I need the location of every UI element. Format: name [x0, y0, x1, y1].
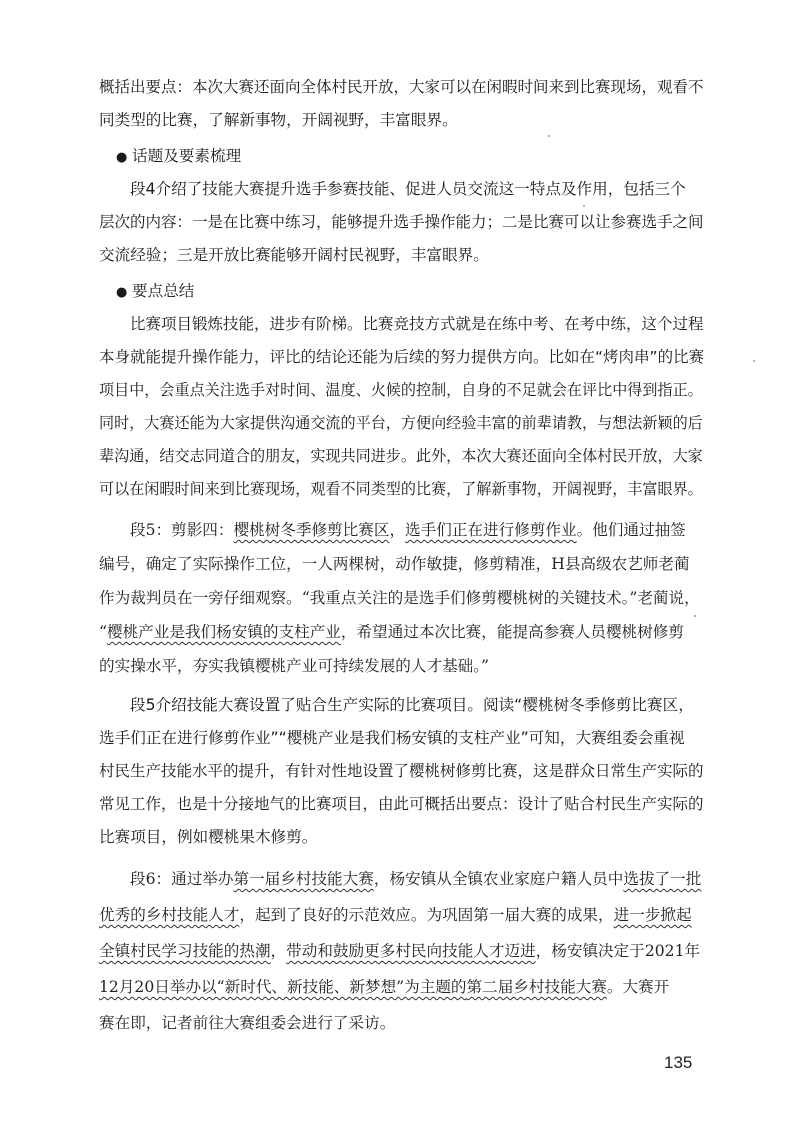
- heading-topics: [116, 145, 241, 169]
- para6-line-2-mid: ，起到了良好的示范效应。为巩固第一届大赛的成果，: [239, 906, 614, 924]
- para6-line-4-end: 。大赛开: [606, 978, 670, 996]
- para3-line-1: 比赛项目锻炼技能，进步有阶梯。比赛竞技方式就是在练中考、在考中练，这个过程: [130, 315, 704, 333]
- para4-line-2: 编号，确定了实际操作工位，一人两棵树，动作敏捷，修剪精准，H县高级农艺师老蔺: [99, 555, 690, 573]
- para4-line-1-start: 段5：剪影四：: [130, 521, 234, 539]
- para6-line-1-mid: ，杨安镇从全镇农业家庭户籍人员中: [373, 870, 624, 888]
- para4-underline-1: 樱桃树冬季修剪比赛区: [233, 521, 390, 539]
- para4-line-1: [130, 519, 686, 541]
- bullet-icon: ●: [116, 150, 128, 165]
- para6-line-2: [99, 904, 692, 926]
- para3-line-2: 本身就能提升操作能力，评比的结论还能为后续的努力提供方向。比如在“烤肉串”的比赛: [99, 348, 705, 366]
- para6-line-3-end: ，杨安镇决定于2021年: [535, 942, 701, 960]
- para2-line-3: 交流经验；三是开放比赛能够开阔村民视野，丰富眼界。: [99, 246, 489, 264]
- heading-summary: [116, 280, 194, 304]
- para4-line-3: 作为裁判员在一旁仔细观察。“我重点关注的是选手们修剪樱桃树的关键技术。”老蔺说，: [99, 589, 700, 607]
- para4-line-4-start: “: [99, 623, 107, 641]
- page-number: 135: [664, 1053, 693, 1072]
- para4-line-4: [99, 621, 684, 643]
- scan-speck: [753, 360, 755, 362]
- para5-line-3: 村民生产技能水平的提升，有针对性地设置了樱桃树修剪比赛，这是群众日常生产实际的: [99, 762, 704, 780]
- para6-underline-8: 第二届乡村技能大赛: [466, 978, 607, 996]
- para2-line-2: 层次的内容：一是在比赛中练习，能够提升选手操作能力；二是比赛可以让参赛选手之间: [99, 213, 704, 231]
- heading-summary-text: 要点总结: [132, 282, 195, 300]
- heading-topics-text: 话题及要素梳理: [132, 147, 242, 165]
- para6-underline-4: 进一步掀起: [613, 906, 692, 924]
- para4-line-1-mid: ，: [389, 521, 406, 539]
- para6-underline-2: 选拔了一批: [623, 870, 702, 888]
- para4-underline-2: 选手们正在进行修剪作业: [405, 521, 577, 539]
- scan-speck: [548, 135, 550, 137]
- para3-line-4: 同时，大赛还能为大家提供沟通交流的平台，方便向经验丰富的前辈请教，与想法新颖的后: [99, 414, 703, 432]
- para6-underline-5: 全镇村民学习技能的热潮: [99, 942, 271, 960]
- para6-line-4: [99, 976, 669, 998]
- para4-line-1-end: 。他们通过抽签: [576, 521, 686, 539]
- para6-line-5: 赛在即，记者前往大赛组委会进行了采访。: [99, 1014, 396, 1032]
- scan-speck: [583, 205, 585, 207]
- para2-line-1: 段4介绍了技能大赛提升选手参赛技能、促进人员交流这一特点及作用，包括三个: [130, 180, 686, 198]
- para6-line-3: [99, 940, 700, 962]
- para6-line-1-start: 段6：通过举办: [130, 870, 234, 888]
- para4-line-5: 的实操水平，夯实我镇樱桃产业可持续发展的人才基础。”: [99, 657, 490, 675]
- para3-line-6: 可以在闲暇时间来到比赛现场，观看不同类型的比赛，了解新事物，开阔视野，丰富眼界。: [99, 480, 703, 498]
- para3-line-5: 辈沟通，结交志同道合的朋友，实现共同进步。此外，本次大赛还面向全体村民开放，大家: [99, 447, 703, 465]
- scan-speck: [694, 615, 696, 617]
- para1-line-2: 同类型的比赛，了解新事物，开阔视野，丰富眼界。: [99, 111, 458, 129]
- para1-line-1: 概括出要点：本次大赛还面向全体村民开放，大家可以在闲暇时间来到比赛现场，观看不: [99, 78, 704, 96]
- bullet-icon: ●: [116, 285, 128, 300]
- para5-line-5: 比赛项目，例如樱桃果木修剪。: [99, 828, 318, 846]
- para6-underline-3: 优秀的乡村技能人才: [99, 906, 240, 924]
- para5-line-1: 段5介绍技能大赛设置了贴合生产实际的比赛项目。阅读“樱桃树冬季修剪比赛区，: [130, 696, 694, 714]
- para5-line-4: 常见工作，也是十分接地气的比赛项目，由此可概括出要点：设计了贴合村民生产实际的: [99, 795, 704, 813]
- para6-line-3-mid: ，: [270, 942, 287, 960]
- para4-underline-3: 樱桃产业是我们杨安镇的支柱产业: [106, 623, 341, 641]
- para5-line-2: 选手们正在进行修剪作业”“樱桃产业是我们杨安镇的支柱产业”可知，大赛组委会重视: [99, 729, 685, 747]
- para4-line-4-end: ，希望通过本次比赛，能提高参赛人员樱桃树修剪: [340, 623, 684, 641]
- para6-underline-6: 带动和鼓励更多村民向技能人才迈进: [286, 942, 536, 960]
- para6-line-1: [130, 868, 701, 890]
- para6-underline-1: 第一届乡村技能大赛: [233, 870, 374, 888]
- para6-underline-7: 12月20日举办以“新时代、新技能、新梦想”为主题的: [99, 978, 467, 996]
- para3-line-3: 项目中，会重点关注选手对时间、温度、火候的控制，自身的不足就会在评比中得到指正。: [99, 381, 703, 399]
